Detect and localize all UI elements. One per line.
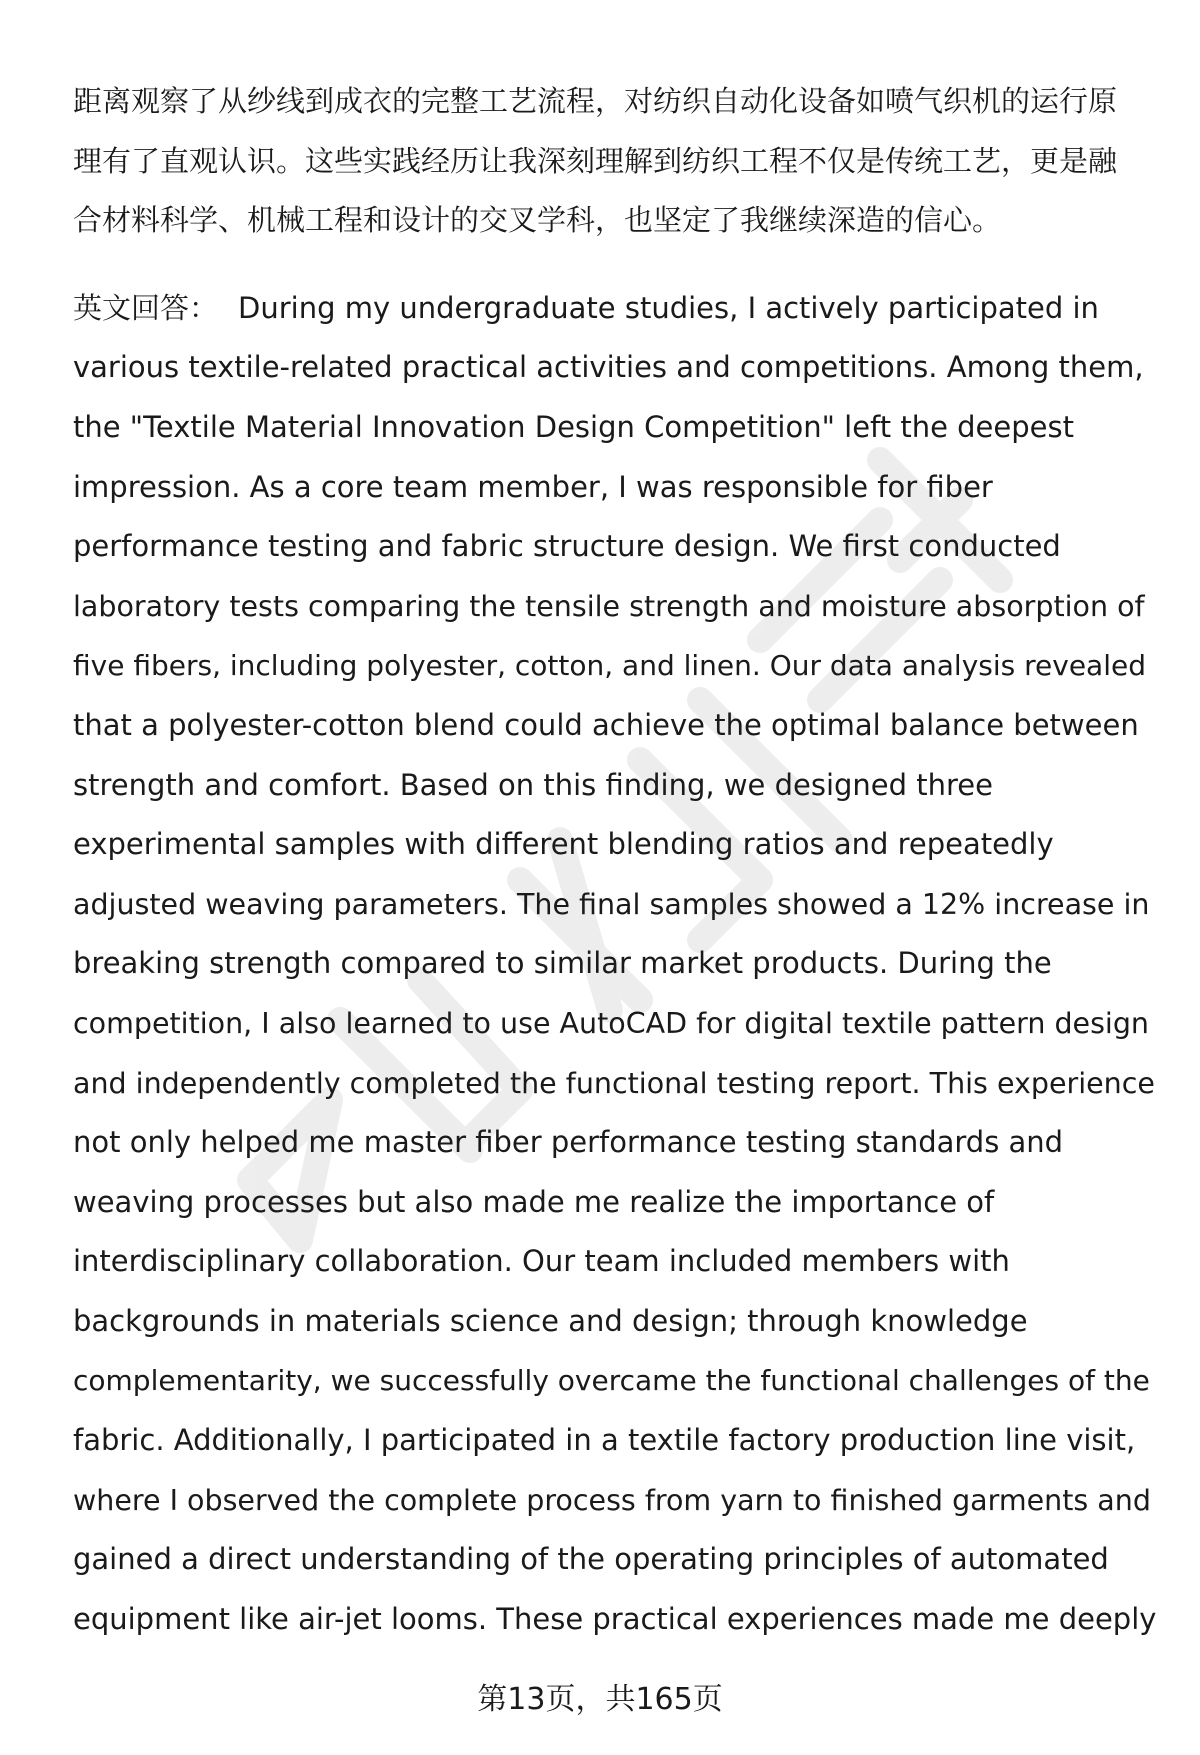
text-line: breaking strength compared to similar market products. During the <box>73 946 1052 981</box>
text-line: backgrounds in materials science and design; through knowledge <box>73 1303 1028 1338</box>
text-line: and independently completed the functional testing report. This experience <box>73 1066 1155 1100</box>
text-line: 距离观察了从纱线到成衣的完整工艺流程，对纺织自动化设备如喷气织机的运行原 <box>73 84 1118 118</box>
text-line: the "Textile Material Innovation Design Competition" left the deepest <box>73 409 1074 444</box>
answer-first-line: During my undergraduate studies, I actively participated in <box>238 290 1099 325</box>
text-line: 理有了直观认识。这些实践经历让我深刻理解到纺织工程不仅是传统工艺，更是融 <box>73 143 1118 178</box>
text-line: various textile-related practical activities and competitions. Among them, <box>73 350 1144 385</box>
text-line: laboratory tests comparing the tensile strength and moisture absorption of <box>73 589 1145 623</box>
text-line: that a polyester-cotton blend could achieve the optimal balance between <box>73 707 1139 742</box>
text-line: competition, I also learned to use AutoCAD for digital textile pattern design <box>73 1006 1150 1040</box>
text-line: not only helped me master fiber performance testing standards and <box>73 1125 1064 1160</box>
chinese-paragraph <box>73 72 1153 251</box>
text-line: equipment like air-jet looms. These practical experiences made me deeply <box>73 1601 1157 1636</box>
answer-label: 英文回答： <box>73 290 219 325</box>
text-line: fabric. Additionally, I participated in a textile factory production line visit, <box>73 1423 1136 1458</box>
text-line: experimental samples with different blending ratios and repeatedly <box>73 827 1054 862</box>
page-number-footer: 第13页，共165页 <box>477 1682 723 1717</box>
text-line: where I observed the complete process from yarn to finished garments and <box>73 1483 1151 1517</box>
text-line: complementarity, we successfully overcame the functional challenges of the <box>73 1364 1150 1398</box>
text-line <box>73 279 1153 339</box>
text-line: gained a direct understanding of the operating principles of automated <box>73 1542 1109 1577</box>
text-line: performance testing and fabric structure design. We first conducted <box>73 529 1061 564</box>
document-body <box>73 72 1157 1649</box>
english-answer-paragraph <box>73 279 1157 1650</box>
text-line: five fibers, including polyester, cotton, and linen. Our data analysis revealed <box>73 649 1146 683</box>
text-line: 合材料科学、机械工程和设计的交叉学科，也坚定了我继续深造的信心。 <box>73 203 1002 238</box>
text-line: impression. As a core team member, I was responsible for fiber <box>73 469 993 504</box>
text-line: adjusted weaving parameters. The final samples showed a 12% increase in <box>73 887 1150 921</box>
text-line: weaving processes but also made me realize the importance of <box>73 1184 995 1219</box>
text-line: interdisciplinary collaboration. Our team included members with <box>73 1244 1010 1279</box>
text-line: strength and comfort. Based on this finding, we designed three <box>73 767 993 802</box>
